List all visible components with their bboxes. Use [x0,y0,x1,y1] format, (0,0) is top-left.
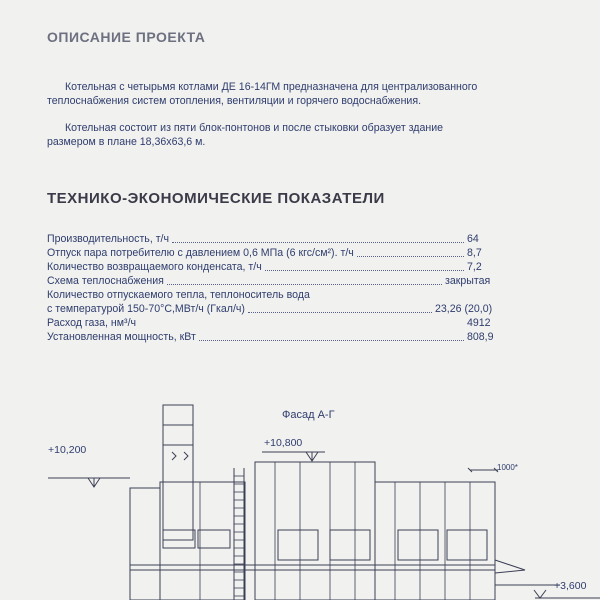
section-heading-indicators: ТЕХНИКО-ЭКОНОМИЧЕСКИЕ ПОКАЗАТЕЛИ [47,190,385,207]
indicator-label: с температурой 150-70°С,МВт/ч (Гкал/ч) [47,303,245,315]
elevation-label-left: +10,200 [48,444,87,456]
section-heading-description: ОПИСАНИЕ ПРОЕКТА [47,29,206,45]
indicator-row [47,331,505,344]
indicator-row [47,261,505,274]
indicator-row [47,275,505,288]
indicator-label: Схема теплоснабжения [47,275,164,287]
leader-dots [167,275,442,285]
indicator-row [47,289,348,302]
indicator-value: 4912 [467,317,491,329]
leader-dots [265,261,464,271]
leader-dots [248,303,432,313]
drawing-title: Фасад А-Г [282,409,335,421]
indicator-row [47,317,505,330]
facade-drawing [0,370,600,600]
indicator-label: Производительность, т/ч [47,233,170,245]
leader-dots [357,247,464,257]
dimension-label: 1000* [497,463,518,472]
indicator-value: 64 [467,233,479,245]
elevation-label-mid: +10,800 [264,437,303,449]
indicator-value: 808,9 [467,331,494,343]
leader-space [139,317,464,326]
indicator-label: Расход газа, нм³/ч [47,317,137,329]
indicator-value: 23,26 (20,0) [435,303,493,315]
indicator-row [47,233,505,246]
elevation-label-right: +3,600 [554,580,587,592]
description-paragraph-1: Котельная с четырьмя котлами ДЕ 16-14ГМ предназначена для централизованного теплоснабжения систем отопления, вентиляции и горячего водоснабжения. [47,81,478,107]
indicator-value: 8,7 [467,247,482,259]
indicator-row [47,303,505,316]
indicator-label: Отпуск пара потребителю с давлением 0,6 МПа (6 кгс/см²). т/ч [47,247,354,259]
indicator-label: Количество отпускаемого тепла, теплоноситель вода [47,289,310,301]
description-paragraph-2: Котельная состоит из пяти блок-понтонов и после стыковки образует здание размером в плане 18,36х63,6 м. [47,122,444,148]
leader-dots [199,331,464,341]
indicator-label: Количество возвращаемого конденсата, т/ч [47,261,262,273]
leader-dots [172,233,464,243]
indicator-row [47,247,505,260]
indicator-label: Установленная мощность, кВт [47,331,196,343]
indicator-value: закрытая [445,275,491,287]
indicator-value: 7,2 [467,261,482,273]
